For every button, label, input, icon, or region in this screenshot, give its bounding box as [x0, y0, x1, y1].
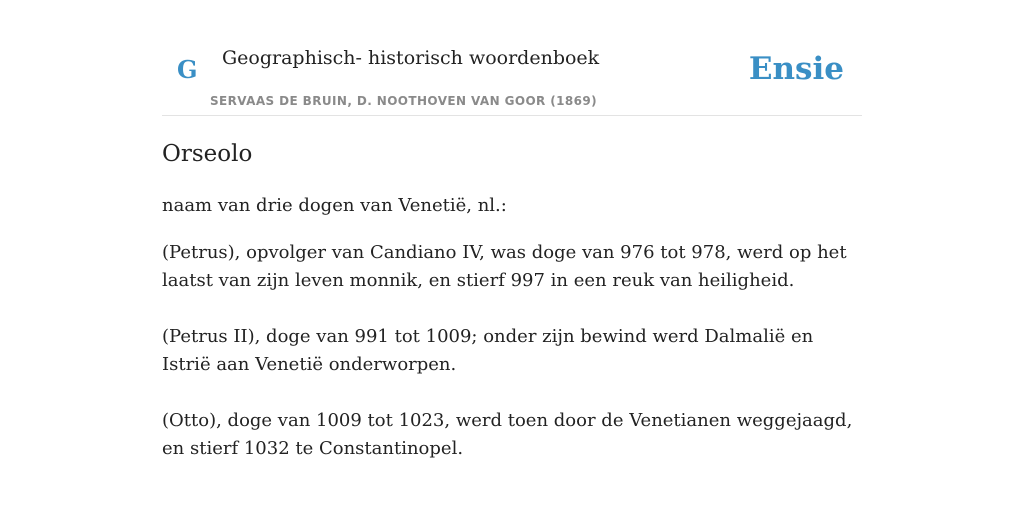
entry-paragraph: (Petrus II), doge van 991 tot 1009; onder zijn bewind werd Dalmalië en Istrië aan Venetië onderworpen. [162, 326, 814, 375]
entry-title: Orseolo [162, 141, 253, 167]
source-authors: SERVAAS DE BRUIN, D. NOOTHOVEN VAN GOOR (1869) [210, 94, 598, 108]
entry-intro: naam van drie dogen van Venetië, nl.: [162, 195, 507, 216]
source-header [162, 0, 862, 116]
source-title[interactable]: Geographisch- historisch woordenboek [222, 47, 600, 69]
page [162, 0, 862, 512]
entry-paragraph: (Otto), doge van 1009 tot 1023, werd toen door de Venetianen weggejaagd, en stierf 1032 te Constantinopel. [162, 410, 853, 459]
entry-paragraph: (Petrus), opvolger van Candiano IV, was doge van 976 tot 978, werd op het laatst van zijn leven monnik, en stierf 997 in een reuk van heiligheid. [162, 242, 847, 291]
source-letter-icon: G [177, 55, 198, 84]
entry-body [162, 192, 862, 491]
ensie-logo-link[interactable]: Ensie [748, 51, 844, 87]
